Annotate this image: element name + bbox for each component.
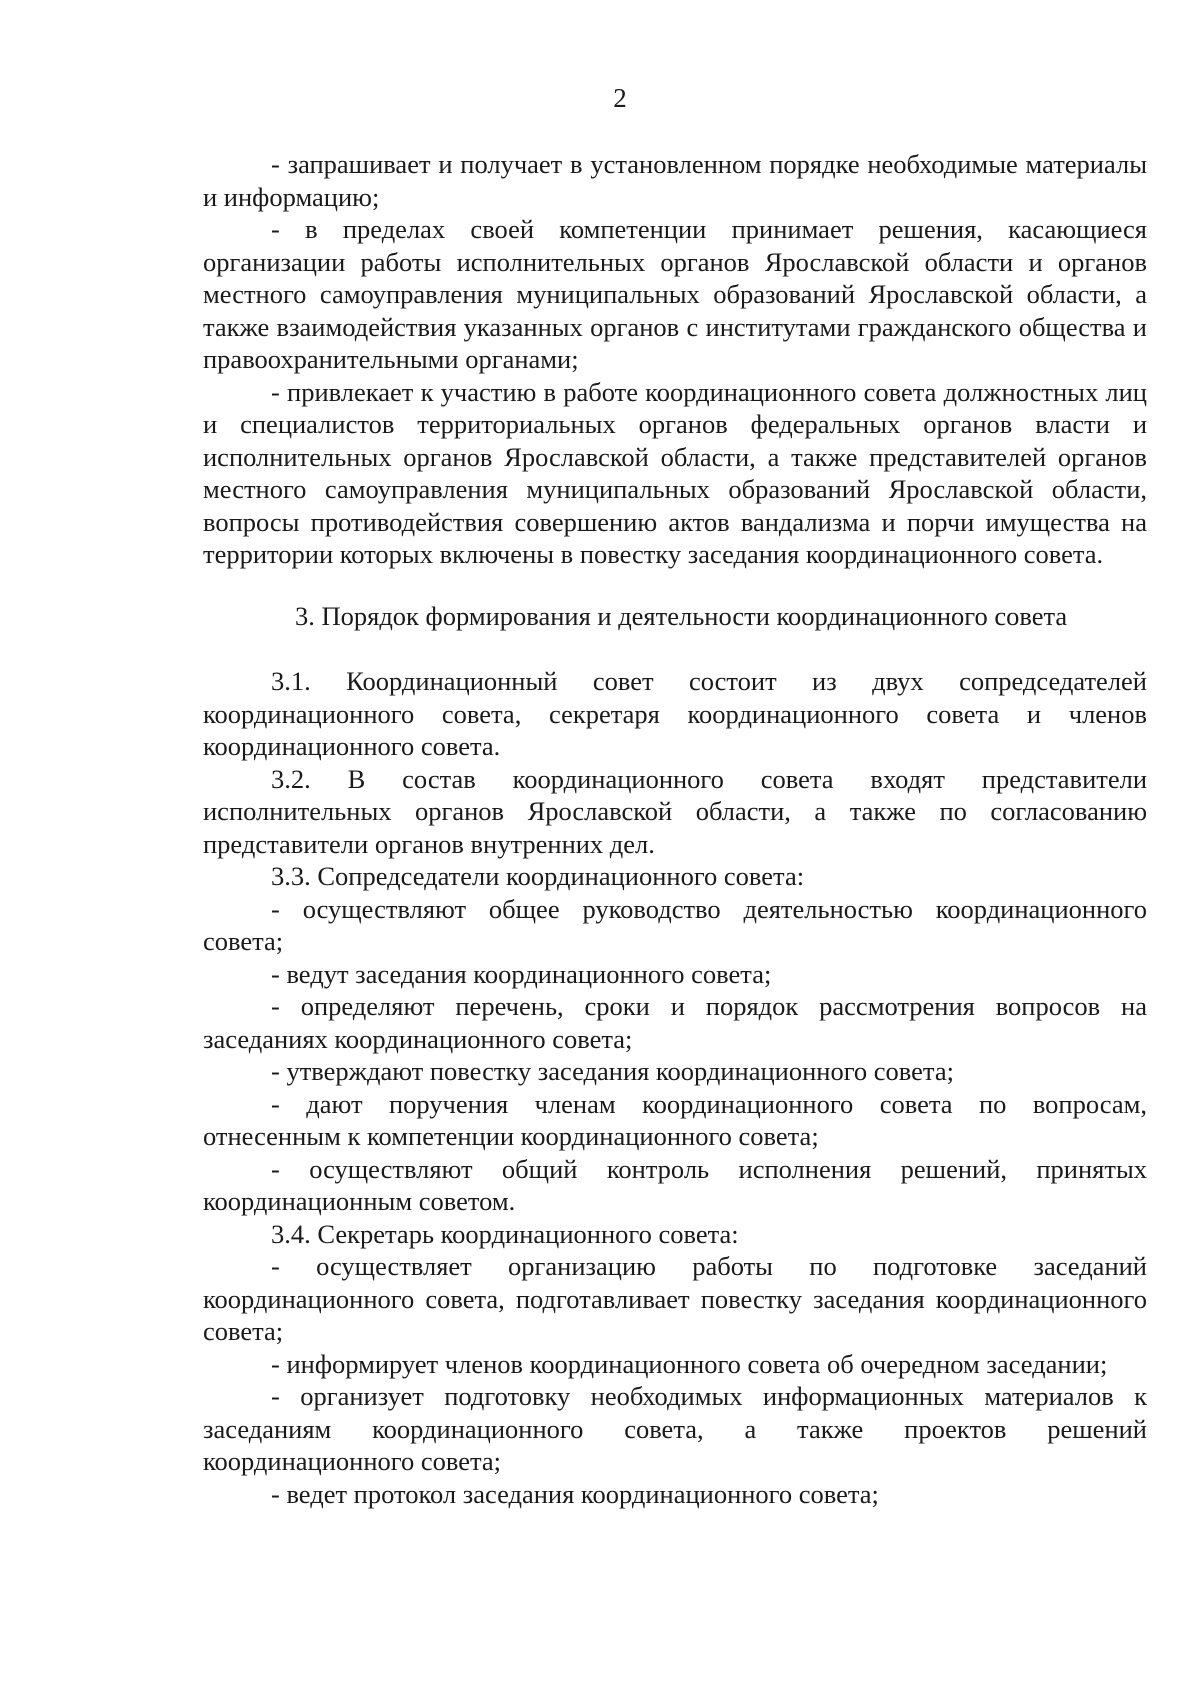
paragraph: - организует подготовку необходимых информационных материалов к заседаниям координационного совета, а также проектов решений координационного совета;	[203, 1381, 1147, 1476]
document-body	[203, 148, 1147, 1510]
paragraph: - осуществляют общее руководство деятельностью координационного совета;	[203, 893, 1147, 956]
paragraph: 3.1. Координационный совет состоит из двух сопредседателей координационного совета, секретаря координационного совета и членов координационного совета.	[203, 666, 1147, 761]
paragraph: - дают поручения членам координационного совета по вопросам, отнесенным к компетенции координационного совета;	[203, 1088, 1147, 1151]
paragraph: - ведут заседания координационного совета;	[271, 958, 772, 989]
paragraph: - ведет протокол заседания координационного совета;	[271, 1478, 879, 1509]
paragraph: - информирует членов координационного совета об очередном заседании;	[271, 1348, 1108, 1379]
paragraph: - осуществляют общий контроль исполнения решений, принятых координационным советом.	[203, 1153, 1147, 1216]
paragraph: - в пределах своей компетенции принимает решения, касающиеся организации работы исполнительных органов Ярославской области и органов местного самоуправления муниципальных образований Ярославской области, а также взаимодействия указанных органов с институтами гражданского общества и правоохранительными органами;	[203, 214, 1147, 374]
paragraph: - запрашивает и получает в установленном порядке необходимые материалы и информацию;	[203, 149, 1147, 212]
paragraph: - утверждают повестку заседания координационного совета;	[271, 1056, 954, 1086]
paragraph: - осуществляет организацию работы по подготовке заседаний координационного совета, подготавливает повестку заседания координационного совета;	[203, 1251, 1147, 1346]
paragraph: - определяют перечень, сроки и порядок рассмотрения вопросов на заседаниях координационного совета;	[203, 991, 1147, 1054]
paragraph: 3.4. Секретарь координационного совета:	[271, 1218, 739, 1249]
paragraph: - привлекает к участию в работе координационного совета должностных лиц и специалистов территориальных органов федеральных органов власти и исполнительных органов Ярославской области, а также представителей органов местного самоуправления муниципальных образований Ярославской области, вопросы противодействия совершению актов вандализма и порчи имущества на территории которых включены в повестку заседания координационного совета.	[203, 376, 1147, 569]
section-heading: 3. Порядок формирования и деятельности координационного совета	[295, 600, 1068, 631]
paragraph: 3.3. Сопредседатели координационного совета:	[271, 861, 805, 891]
paragraph: 3.2. В состав координационного совета входят представители исполнительных органов Ярославской области, а также по согласованию представители органов внутренних дел.	[203, 763, 1147, 859]
page-number: 2	[613, 83, 627, 113]
